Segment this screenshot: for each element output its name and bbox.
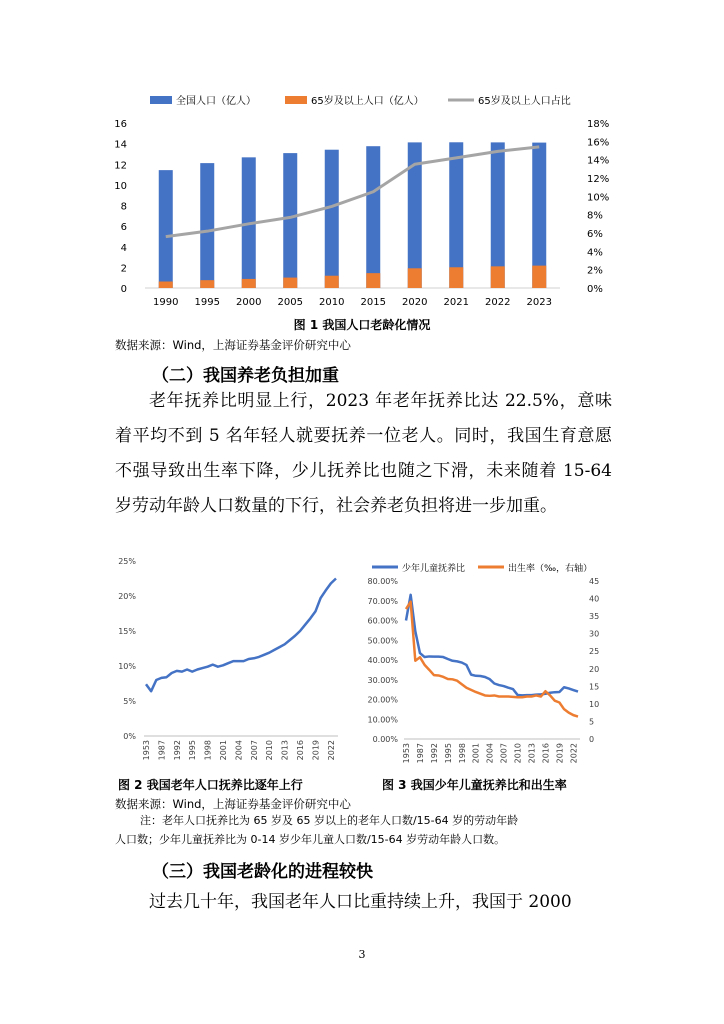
y-right-tick-label: 10%	[587, 192, 610, 204]
x-tick-label: 2001	[471, 743, 481, 764]
bar-65plus-population	[366, 273, 380, 288]
y-tick-label: 40.00%	[367, 656, 398, 665]
legend-swatch-1	[285, 96, 307, 104]
x-tick-label: 2004	[234, 740, 244, 761]
x-tick-label: 2022	[326, 740, 336, 761]
y-right-tick-label: 5	[589, 717, 595, 727]
bar-65plus-population	[532, 266, 546, 288]
bar-total-population	[491, 142, 505, 288]
legend-label-1: 出生率（‰，右轴）	[508, 564, 593, 574]
x-tick-label: 2010	[265, 740, 275, 761]
y-tick-label: 4	[120, 242, 127, 254]
note-line-2: 人口数；少年儿童抚养比为 0-14 岁少年儿童人口数/15-64 岁劳动年龄人口数。	[115, 833, 506, 846]
x-tick-label: 2007	[249, 740, 259, 761]
y-tick-label: 25%	[118, 557, 136, 566]
figure-2-caption: 图 2 我国老年人口抚养比逐年上行	[118, 778, 303, 792]
y-right-tick-label: 40	[589, 594, 600, 604]
y-right-tick-label: 30	[589, 629, 600, 639]
y-right-tick-label: 6%	[587, 229, 603, 240]
x-tick-label: 2021	[443, 297, 469, 308]
x-tick-label: 2013	[280, 740, 290, 761]
x-tick-label: 1990	[153, 297, 179, 308]
y-tick-label: 50.00%	[367, 636, 398, 646]
figure-2-chart	[112, 552, 352, 772]
y-tick-label: 10%	[118, 662, 136, 671]
x-tick-label: 2010	[319, 297, 345, 308]
figure-1-chart	[105, 85, 610, 315]
line-child-dependency	[406, 595, 578, 696]
bar-65plus-population	[159, 282, 173, 288]
x-tick-label: 1998	[203, 740, 213, 761]
x-tick-label: 1987	[157, 740, 167, 761]
y-right-tick-label: 4%	[587, 247, 603, 259]
y-right-tick-label: 20	[589, 664, 600, 674]
y-right-tick-label: 15	[589, 682, 600, 692]
x-tick-label: 2013	[527, 743, 537, 764]
y-tick-label: 16	[114, 119, 127, 130]
y-right-tick-label: 35	[589, 612, 600, 622]
y-tick-label: 70.00%	[367, 596, 398, 606]
bar-total-population	[366, 146, 380, 288]
y-tick-label: 14	[114, 139, 127, 151]
y-tick-label: 0.00%	[372, 735, 398, 744]
x-tick-label: 2020	[402, 297, 428, 308]
y-tick-label: 20.00%	[367, 695, 398, 705]
x-tick-label: 1953	[402, 743, 411, 764]
x-tick-label: 2015	[360, 297, 386, 308]
y-right-tick-label: 12%	[587, 174, 610, 185]
x-tick-label: 2022	[485, 297, 511, 308]
y-tick-label: 60.00%	[367, 616, 398, 626]
x-tick-label: 1995	[443, 743, 453, 764]
legend-label-0: 少年儿童抚养比	[402, 564, 466, 574]
x-tick-label: 1953	[142, 740, 151, 761]
x-tick-label: 2016	[541, 743, 551, 764]
y-tick-label: 15%	[118, 627, 136, 636]
y-tick-label: 20%	[118, 592, 136, 601]
y-right-tick-label: 8%	[587, 210, 603, 222]
legend-label-2: 65岁及以上人口占比	[478, 96, 571, 107]
y-tick-label: 2	[120, 263, 127, 275]
y-right-tick-label: 10	[589, 699, 600, 709]
bar-total-population	[283, 153, 297, 288]
x-tick-label: 2007	[499, 743, 509, 764]
section-heading-3: （三）我国老龄化的进程较快	[152, 862, 373, 882]
y-right-tick-label: 45	[589, 577, 600, 586]
legend-label-1: 65岁及以上人口（亿人）	[311, 96, 424, 107]
bar-total-population	[449, 142, 463, 288]
bar-total-population	[325, 150, 339, 288]
x-tick-label: 1987	[415, 743, 425, 764]
y-right-tick-label: 14%	[587, 155, 610, 167]
figure-1-caption: 图 1 我国人口老龄化情况	[293, 318, 431, 332]
y-right-tick-label: 0%	[587, 284, 603, 295]
bar-65plus-population	[242, 279, 256, 288]
y-tick-label: 0%	[123, 732, 136, 741]
bar-65plus-population	[449, 267, 463, 288]
bar-65plus-population	[283, 278, 297, 288]
x-tick-label: 2019	[311, 740, 321, 761]
bar-65plus-population	[200, 280, 214, 288]
x-tick-label: 2023	[526, 297, 552, 308]
x-tick-label: 1995	[194, 297, 220, 308]
legend-label-0: 全国人口（亿人）	[176, 96, 256, 107]
x-tick-label: 1998	[457, 743, 467, 764]
y-tick-label: 8	[120, 201, 127, 213]
y-tick-label: 6	[120, 222, 127, 234]
y-right-tick-label: 0	[589, 735, 595, 744]
x-tick-label: 2000	[236, 297, 262, 308]
y-right-tick-label: 2%	[587, 265, 603, 277]
y-tick-label: 80.00%	[367, 577, 398, 586]
figure-3-caption: 图 3 我国少年儿童抚养比和出生率	[382, 778, 567, 792]
y-right-tick-label: 25	[589, 647, 600, 657]
x-tick-label: 2016	[296, 740, 306, 761]
x-tick-label: 2010	[513, 743, 523, 764]
figure-1-source: 数据来源：Wind，上海证券基金评价研究中心	[115, 338, 351, 352]
x-tick-label: 2004	[485, 743, 495, 764]
y-tick-label: 5%	[123, 697, 136, 706]
y-right-tick-label: 18%	[587, 119, 610, 130]
x-tick-label: 1992	[172, 740, 182, 761]
bar-65plus-population	[408, 268, 422, 288]
x-tick-label: 2001	[219, 740, 229, 761]
line-old-age-dependency	[146, 579, 336, 692]
y-right-tick-label: 16%	[587, 137, 610, 149]
bar-total-population	[159, 170, 173, 288]
x-tick-label: 1995	[188, 740, 198, 761]
paragraph-2: 老年抚养比明显上行，2023 年老年抚养比达 22.5%，意味着平均不到 5 名年轻人就要抚养一位老人。同时，我国生育意愿不强导致出生率下降，少儿抚养比也随之下滑，未来随着 15-64 岁劳动年龄人口数量的下行，社会养老负担将进一步加重。	[115, 391, 612, 516]
y-tick-label: 12	[114, 160, 127, 172]
bar-total-population	[200, 163, 214, 288]
x-tick-label: 1992	[429, 743, 439, 764]
note-line-1: 注：老年人口抚养比为 65 岁及 65 岁以上的老年人口数/15-64 岁的劳动年龄	[140, 814, 519, 827]
x-tick-label: 2005	[277, 297, 303, 308]
paragraph-3: 过去几十年，我国老年人口比重持续上升，我国于 2000	[149, 892, 572, 912]
x-tick-label: 2022	[569, 743, 579, 764]
line-65plus-ratio	[166, 147, 540, 237]
legend-swatch-0	[150, 96, 172, 104]
figure-2-3-source: 数据来源：Wind，上海证券基金评价研究中心	[115, 797, 351, 811]
y-tick-label: 10.00%	[367, 715, 398, 725]
bar-65plus-population	[491, 266, 505, 288]
y-tick-label: 10	[114, 180, 127, 192]
bar-65plus-population	[325, 276, 339, 288]
figure-3-chart	[358, 556, 618, 772]
y-tick-label: 0	[120, 284, 127, 295]
x-tick-label: 2019	[555, 743, 565, 764]
page-number: 3	[358, 948, 366, 961]
line-birth-rate	[406, 602, 578, 717]
y-tick-label: 30.00%	[367, 675, 398, 685]
section-heading-2: （二）我国养老负担加重	[152, 366, 339, 386]
